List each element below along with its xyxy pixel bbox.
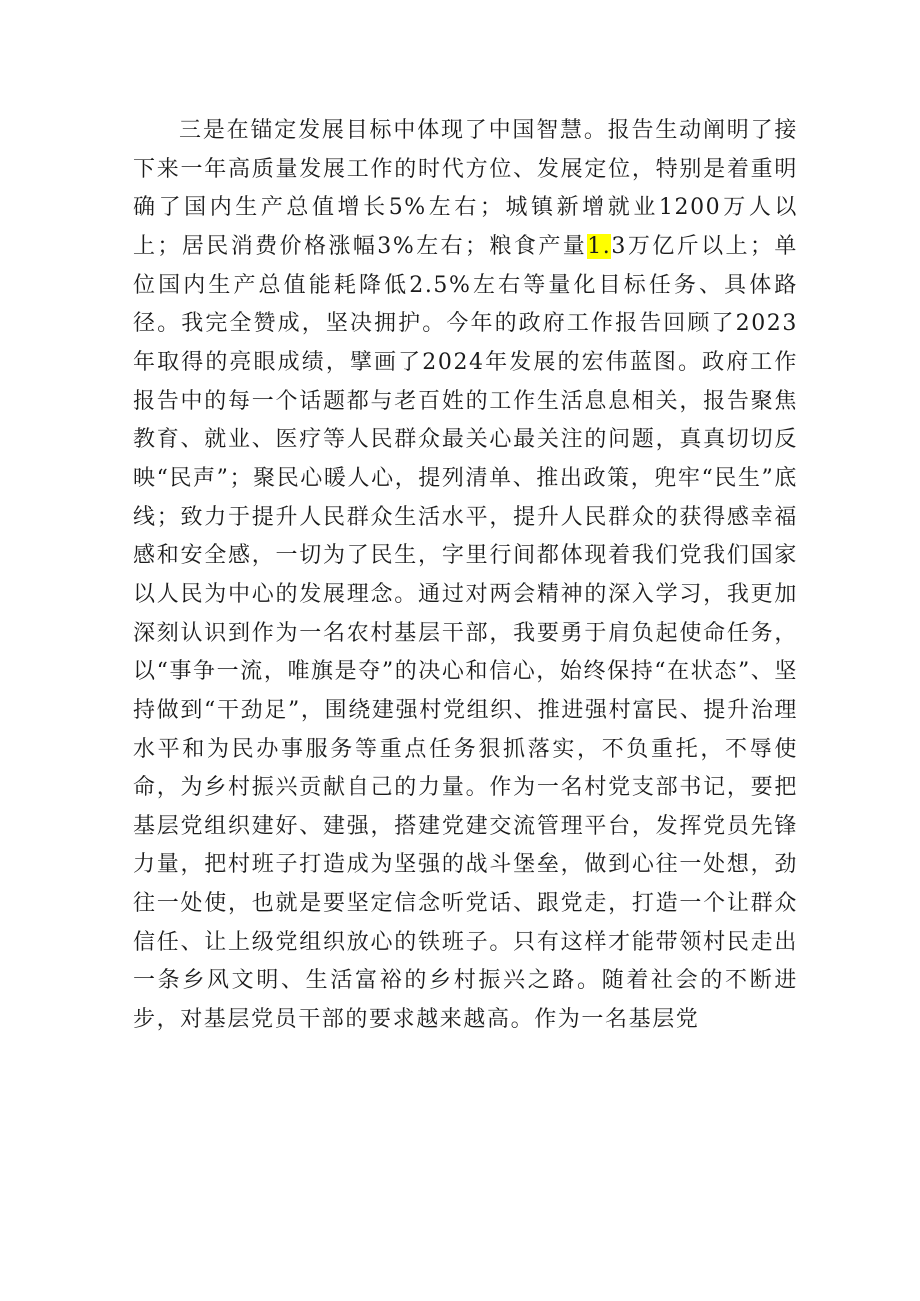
- paragraph-text-after-highlight: 3万亿斤以上；单位国内生产总值能耗降低2.5%左右等量化目标任务、具体路径。我完全赞成，坚决拥护。今年的政府工作报告回顾了2023年取得的亮眼成绩，擘画了2024年发展的宏伟蓝图。政府工作报告中的每一个话题都与老百姓的工作生活息息相关，报告聚焦教育、就业、医疗等人民群众最关心最关注的问题，真真切切反映“民声”；聚民心暖人心，提列清单、推出政策，兜牢“民生”底线；致力于提升人民群众生活水平，提升人民群众的获得感幸福感和安全感，一切为了民生，字里行间都体现着我们党我们国家以人民为中心的发展理念。通过对两会精神的深入学习，我更加深刻认识到作为一名农村基层干部，我要勇于肩负起使命任务，以“事争一流，唯旗是夺”的决心和信心，始终保持“在状态”、坚持做到“干劲足”，围绕建强村党组织、推进强村富民、提升治理水平和为民办事服务等重点任务狠抓落实，不负重托，不辱使命，为乡村振兴贡献自己的力量。作为一名村党支部书记，要把基层党组织建好、建强，搭建党建交流管理平台，发挥党员先锋力量，把村班子打造成为坚强的战斗堡垒，做到心往一处想，劲往一处使，也就是要坚定信念听党话、跟党走，打造一个让群众信任、让上级党组织放心的铁班子。只有这样才能带领村民走出一条乡风文明、生活富裕的乡村振兴之路。随着社会的不断进步，对基层党员干部的要求越来越高。作为一名基层党: [133, 233, 798, 1033]
- paragraph-text-before-highlight: 三是在锚定发展目标中体现了中国智慧。报告生动阐明了接下来一年高质量发展工作的时代方位、发展定位，特别是着重明确了国内生产总值增长5%左右；城镇新增就业1200万人以上；居民消费价格涨幅3%左右；粮食产量: [133, 118, 798, 259]
- highlighted-text: 1.: [587, 233, 612, 259]
- body-paragraph: [133, 112, 798, 1040]
